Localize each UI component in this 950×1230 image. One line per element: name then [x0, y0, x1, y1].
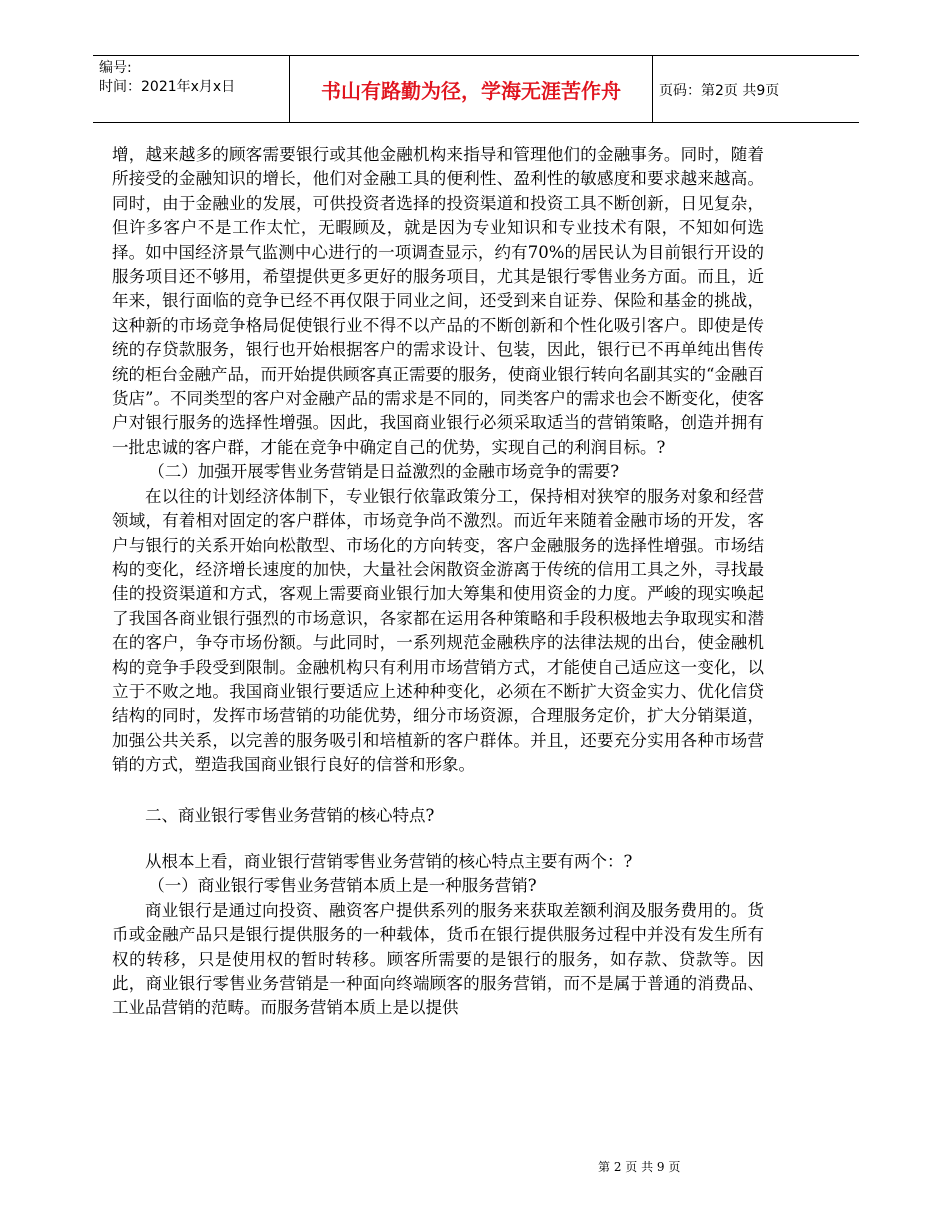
section-heading-1: （一）商业银行零售业务营销本质上是一种服务营销? [148, 876, 537, 896]
body-paragraph-3: 从根本上看，商业银行营销零售业务营销的核心特点主要有两个：? [145, 851, 633, 871]
document-time-label: 时间：2021年x月x日 [99, 79, 236, 95]
header-motto: 书山有路勤为径，学海无涯苦作舟 [289, 56, 653, 122]
section-heading-2: （二）加强开展零售业务营销是日益激烈的金融市场竞争的需要? [148, 462, 620, 482]
body-paragraph-2: 在以往的计划经济体制下，专业银行依靠政策分工，保持相对狭窄的服务对象和经营领域，有着相对固定的客户群体，市场竞争尚不激烈。而近年来随着金融市场的开发，客户与银行的关系开始向松散型、市场化的方向转变，客户金融服务的选择性增强。市场结构的变化，经济增长速度的加快，大量社会闲散资金游离于传统的信用工具之外，寻找最佳的投资渠道和方式，客观上需要商业银行加大筹集和使用资金的力度。严峻的现实唤起了我国各商业银行强烈的市场意识，各家都在运用各种策略和手段积极地去争取现实和潜在的客户，争夺市场份额。与此同时，一系列规范金融秩序的法律法规的出台，使金融机构的竞争手段受到限制。金融机构只有利用市场营销方式，才能使自己适应这一变化，以立于不败之地。我国商业银行要适应上述种种变化，必须在不断扩大资金实力、优化信贷结构的同时，发挥市场营销的功能优势，细分市场资源，合理服务定价，扩大分销渠道，加强公共关系，以完善的服务吸引和培植新的客户群体。并且，还要充分实用各种市场营销的方式，塑造我国商业银行良好的信誉和形象。 [112, 486, 764, 775]
document-number-label: 编号: [99, 60, 132, 76]
header-left-info [99, 59, 235, 97]
page-footer: 第 2 页 共 9 页 [598, 1160, 681, 1174]
header-page-info: 页码：第2页 共9页 [659, 83, 780, 99]
page-header [93, 55, 859, 123]
document-body [112, 143, 764, 1021]
section-heading-main: 二、商业银行零售业务营销的核心特点? [145, 805, 435, 825]
body-paragraph-1: 增，越来越多的顾客需要银行或其他金融机构来指导和管理他们的金融事务。同时，随着所接受的金融知识的增长，他们对金融工具的便利性、盈利性的敏感度和要求越来越高。同时，由于金融业的发展，可供投资者选择的投资渠道和投资工具不断创新，日见复杂，但许多客户不是工作太忙，无暇顾及，就是因为专业知识和专业技术有限，不知如何选择。如中国经济景气监测中心进行的一项调查显示，约有70%的居民认为目前银行开设的服务项目还不够用，希望提供更多更好的服务项目，尤其是银行零售业务方面。而且，近年来，银行面临的竞争已经不再仅限于同业之间，还受到来自证券、保险和基金的挑战，这种新的市场竞争格局促使银行业不得不以产品的不断创新和个性化吸引客户。即使是传统的存贷款服务，银行也开始根据客户的需求设计、包装，因此，银行已不再单纯出售传统的柜台金融产品，而开始提供顾客真正需要的服务，使商业银行转向名副其实的“金融百货店”。不同类型的客户对金融产品的需求是不同的，同类客户的需求也会不断变化，使客户对银行服务的选择性增强。因此，我国商业银行必须采取适当的营销策略，创造并拥有一批忠诚的客户群，才能在竞争中确定自己的优势，实现自己的利润目标。? [112, 145, 764, 457]
body-paragraph-4: 商业银行是通过向投资、融资客户提供系列的服务来获取差额利润及服务费用的。货币或金融产品只是银行提供服务的一种载体，货币在银行提供服务过程中并没有发生所有权的转移，只是使用权的暂时转移。顾客所需要的是银行的服务，如存款、贷款等。因此，商业银行零售业务营销是一种面向终端顾客的服务营销，而不是属于普通的消费品、工业品营销的范畴。而服务营销本质上是以提供 [112, 900, 764, 1018]
